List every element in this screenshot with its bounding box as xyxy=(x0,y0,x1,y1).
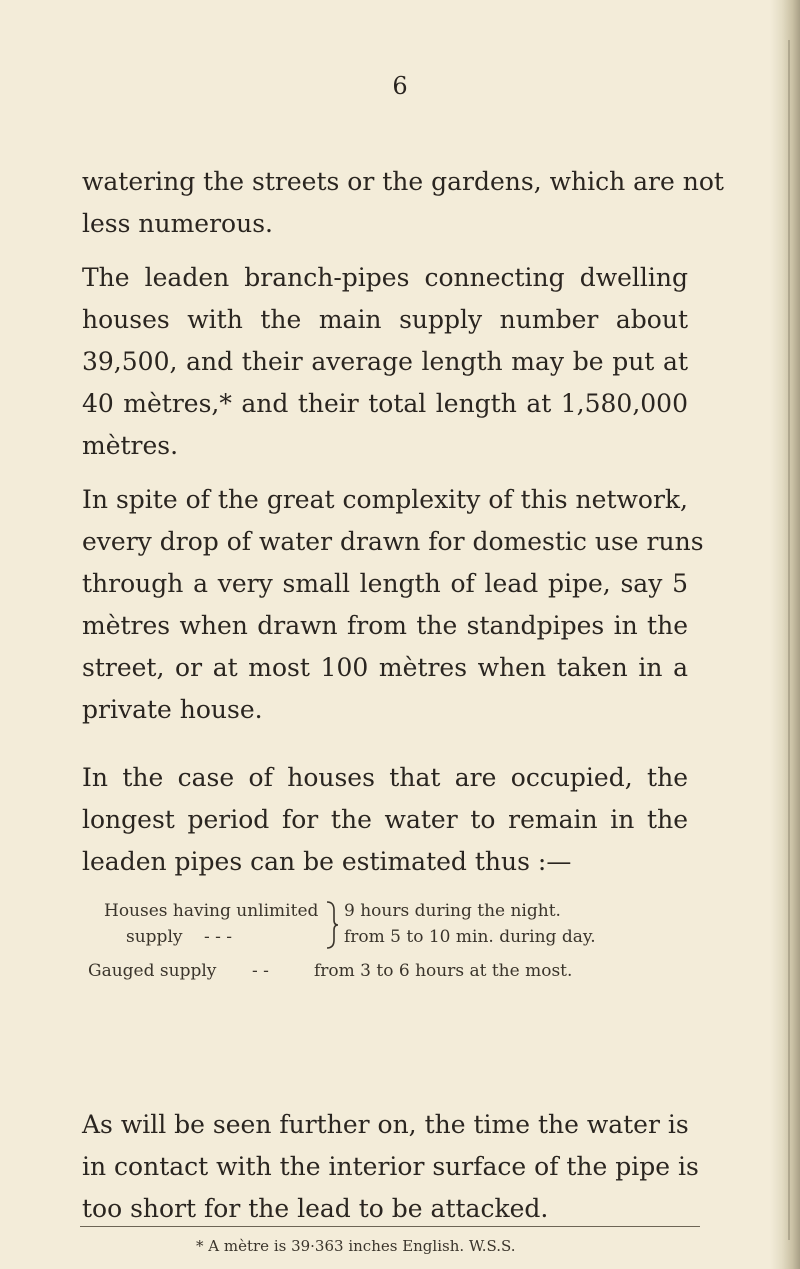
text-line: leaden pipes can be estimated thus :— xyxy=(82,847,572,876)
text-line: longest period for the water to remain in the xyxy=(82,805,688,834)
table-row2-label: Gauged supply xyxy=(88,961,217,981)
text-line: mètres when drawn from the standpipes in the xyxy=(82,611,688,640)
text-line: too short for the lead to be attacked. xyxy=(82,1194,549,1223)
text-line: watering the streets or the gardens, which are not xyxy=(82,167,724,196)
table-row1-value-a: 9 hours during the night. xyxy=(344,901,561,921)
table-row1-label-a: Houses having unlimited xyxy=(104,901,319,921)
brace-icon xyxy=(325,900,339,950)
text-line: 40 mètres,* and their total length at 1,580,000 xyxy=(82,389,688,418)
text-line: private house. xyxy=(82,695,263,724)
table-row2-value: from 3 to 6 hours at the most. xyxy=(314,961,573,981)
text-line: In spite of the great complexity of this network, xyxy=(82,485,688,514)
text-line: houses with the main supply number about xyxy=(82,305,688,334)
text-line: In the case of houses that are occupied, the xyxy=(82,763,688,792)
page-number: 6 xyxy=(392,72,408,100)
text-line: The leaden branch-pipes connecting dwelling xyxy=(82,263,688,292)
text-line: mètres. xyxy=(82,431,179,460)
page-edge-line xyxy=(788,40,790,1240)
text-line: through a very small length of lead pipe, say 5 xyxy=(82,569,688,598)
text-line: 39,500, and their average length may be put at xyxy=(82,347,688,376)
text-line: every drop of water drawn for domestic use runs xyxy=(82,527,704,556)
page-edge-shadow xyxy=(770,0,800,1269)
table-row2-dashes: - - xyxy=(252,961,269,981)
text-line: As will be seen further on, the time the water is xyxy=(82,1110,689,1139)
text-line: less numerous. xyxy=(82,209,273,238)
paragraph-4 xyxy=(82,757,688,883)
paragraph-3 xyxy=(82,479,704,731)
paragraph-2 xyxy=(82,257,688,467)
table-row1-label-b: supply xyxy=(126,927,183,947)
footnote-rule xyxy=(80,1226,700,1227)
table-row1-value-b: from 5 to 10 min. during day. xyxy=(344,927,596,947)
text-line: in contact with the interior surface of the pipe is xyxy=(82,1152,699,1181)
paragraph-1 xyxy=(82,161,724,245)
paragraph-5 xyxy=(82,1104,699,1230)
footnote: * A mètre is 39·363 inches English. W.S.S. xyxy=(196,1237,516,1255)
text-line: street, or at most 100 mètres when taken in a xyxy=(82,653,688,682)
table-row1-dashes: - - - xyxy=(204,927,233,947)
